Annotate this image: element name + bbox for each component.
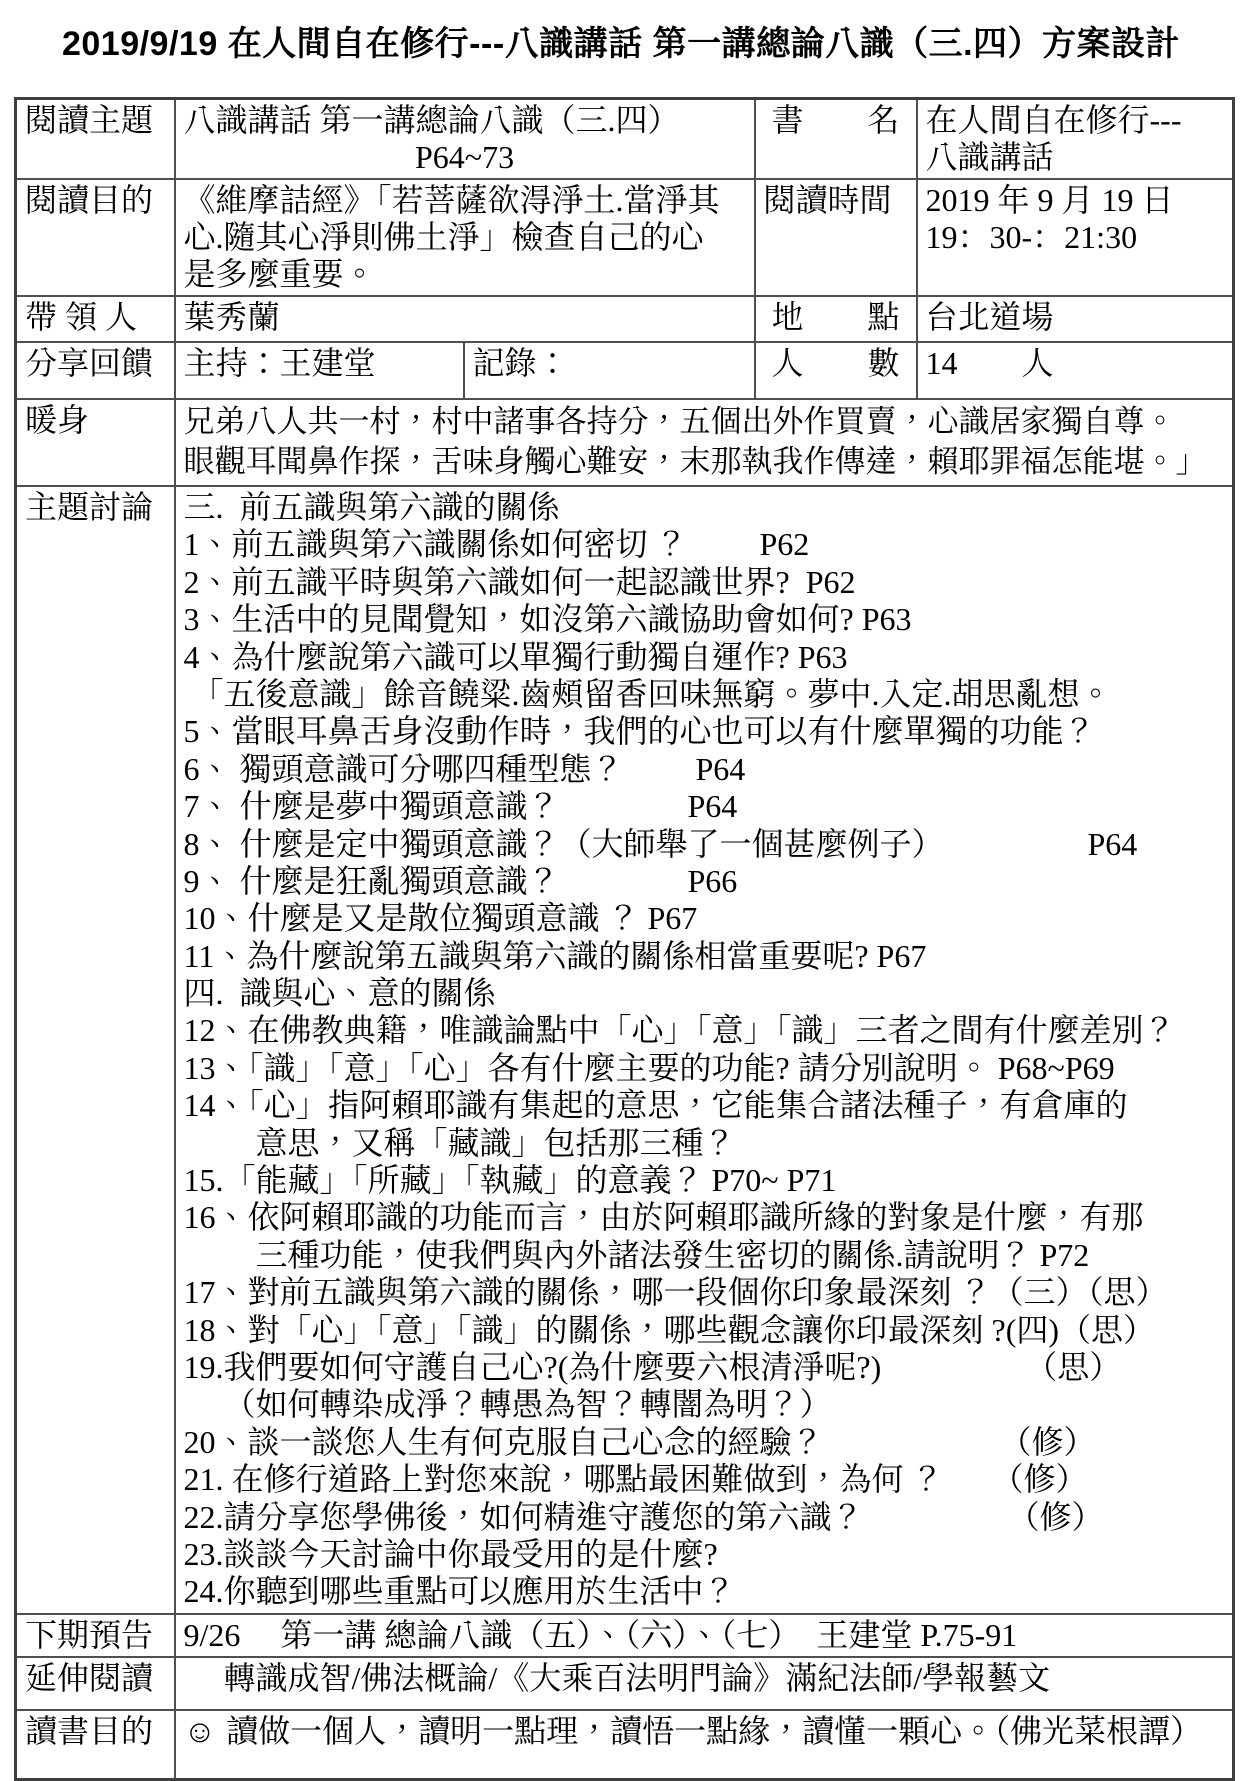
discussion-line: 13、「識」「意」「心」各有什麼主要的功能? 請分別說明。 P68~P69: [183, 1049, 1115, 1086]
location-value: 台北道場: [917, 296, 1234, 342]
reading-time-hours: 19：30-：21:30: [925, 219, 1138, 255]
warmup-label: 暖身: [16, 399, 175, 486]
discussion-line: 16、依阿賴耶識的功能而言，由於阿賴耶識所緣的對象是什麼，有那: [183, 1199, 1144, 1236]
row-leader: [16, 296, 1234, 342]
discussion-line: 10、什麼是又是散位獨頭意識 ？ P67: [183, 900, 698, 937]
feedback-label: 分享回饋: [16, 342, 175, 399]
reading-purpose-line3: 是多麼重要。: [183, 256, 376, 292]
discussion-line: 三. 前五識與第六識的關係: [183, 489, 560, 525]
discussion-line: 8、 什麼是定中獨頭意識？（大師舉了一個甚麼例子） P64: [183, 825, 1138, 862]
next-session-label: 下期預告: [16, 1614, 175, 1657]
discussion-line: 「五後意識」餘音饒粱.齒頰留香回味無窮。夢中.入定.胡思亂想。: [183, 675, 1112, 712]
extended-reading-content: 轉識成智/佛法概論/《大乘百法明門論》滿紀法師/學報藝文: [175, 1657, 1234, 1710]
book-name-line2: 八識講話: [925, 139, 1054, 175]
discussion-line: 6、 獨頭意識可分哪四種型態？ P64: [183, 750, 746, 787]
lesson-plan-table: [14, 97, 1235, 1781]
discussion-line: 19.我們要如何守護自己心?(為什麼要六根清淨呢?) （思）: [183, 1348, 1122, 1385]
discussion-line: 意思，又稱「藏識」包括那三種？: [183, 1124, 736, 1161]
reading-topic-pages: P64~73: [414, 139, 515, 175]
row-next-session: [16, 1614, 1234, 1657]
count-value: 14 人: [917, 342, 1234, 399]
discussion-label: 主題討論: [16, 486, 175, 1614]
recorder-cell: 記錄：: [464, 342, 755, 399]
row-reading-purpose: [16, 179, 1234, 296]
reading-topic-cell: [175, 99, 755, 180]
reading-purpose-label: 閱讀目的: [16, 179, 175, 296]
row-extended-reading: [16, 1657, 1234, 1710]
location-label: 地 點: [755, 296, 917, 342]
host-cell: 主持：王建堂: [175, 342, 464, 399]
reading-purpose-line2: 心.隨其心淨則佛土淨」檢查自己的心: [183, 219, 704, 255]
row-warmup: [16, 399, 1234, 486]
row-discussion: [16, 486, 1234, 1614]
discussion-line: 3、生活中的見聞覺知，如沒第六識協助會如何? P63: [183, 601, 912, 638]
reading-time-label: 閱讀時間: [755, 179, 917, 296]
leader-value: 葉秀蘭: [175, 296, 755, 342]
reading-goal-text: 讀做一個人，讀明一點理，讀悟一點緣，讀懂一顆心。（佛光菜根譚）: [226, 1712, 1203, 1749]
discussion-line: 11、為什麼說第五識與第六識的關係相當重要呢? P67: [183, 937, 927, 974]
discussion-line: 18、對「心」「意」「識」的關係，哪些觀念讓你印最深刻 ?(四)（思）: [183, 1311, 1156, 1348]
warmup-content: [175, 399, 1234, 486]
count-label: 人 數: [755, 342, 917, 399]
reading-goal-label: 讀書目的: [16, 1710, 175, 1780]
discussion-line: 20、談一談您人生有何克服自己心念的經驗？ （修）: [183, 1423, 1096, 1460]
discussion-line: 22.請分享您學佛後，如何精進守護您的第六識？ （修）: [183, 1498, 1104, 1535]
discussion-content: [175, 486, 1234, 1614]
discussion-line: 15.「能藏」「所藏」「執藏」的意義？ P70~ P71: [183, 1162, 837, 1199]
row-feedback: [16, 342, 1234, 399]
row-reading-topic: [16, 99, 1234, 180]
book-name-label: 書 名: [755, 99, 917, 180]
discussion-line: 21. 在修行道路上對您來說，哪點最困難做到，為何 ？ （修）: [183, 1461, 1088, 1498]
discussion-line: 三種功能，使我們與內外諸法發生密切的關係.請說明？ P72: [183, 1236, 1090, 1273]
reading-time-cell: [917, 179, 1234, 296]
page-title: 2019/9/19 在人間自在修行---八識講話 第一講總論八識（三.四）方案設計: [61, 25, 1181, 63]
reading-time-date: 2019 年 9 月 19 日: [925, 182, 1174, 218]
reading-purpose-line1: 《維摩詰經》「若菩薩欲淂淨土.當淨其: [183, 182, 720, 218]
smiley-icon: ☺: [183, 1712, 217, 1749]
extended-reading-label: 延伸閱讀: [16, 1657, 175, 1710]
discussion-line: 5、當眼耳鼻舌身沒動作時，我們的心也可以有什麼單獨的功能？: [183, 713, 1096, 750]
discussion-line: 24.你聽到哪些重點可以應用於生活中？: [183, 1573, 736, 1610]
reading-goal-content: [175, 1710, 1234, 1780]
row-reading-goal: [16, 1710, 1234, 1780]
discussion-line: 14、「心」指阿賴耶識有集起的意思，它能集合諸法種子，有倉庫的: [183, 1087, 1128, 1124]
reading-topic-label: 閱讀主題: [16, 99, 175, 180]
discussion-line: 12、在佛教典籍，唯識論點中「心」「意」「識」三者之間有什麼差別？: [183, 1012, 1176, 1049]
discussion-line: 1、前五識與第六識關係如何密切 ？ P62: [183, 526, 810, 563]
warmup-line1: 兄弟八人共一村，村中諸事各持分，五個出外作買賣，心識居家獨自尊。: [183, 404, 1176, 439]
leader-label: 帶 領 人: [16, 296, 175, 342]
discussion-line: 23.談談今天討論中你最受用的是什麼?: [183, 1535, 718, 1572]
discussion-line: 2、前五識平時與第六識如何一起認識世界? P62: [183, 563, 856, 600]
reading-topic-line1: 八識講話 第一講總論八識（三.四）: [183, 102, 680, 138]
discussion-line: 9、 什麼是狂亂獨頭意識？ P66: [183, 862, 738, 899]
next-session-content: 9/26 第一講 總論八識（五）、（六）、（七） 王建堂 P.75-91: [175, 1614, 1234, 1657]
discussion-line: 四. 識與心、意的關係: [183, 975, 496, 1012]
warmup-line2: 眼觀耳聞鼻作探，舌味身觸心難安，末那執我作傳達，賴耶罪福怎能堪。」: [183, 444, 1207, 479]
discussion-line: 4、為什麼說第六識可以單獨行動獨自運作? P63: [183, 638, 848, 675]
reading-purpose-cell: [175, 179, 755, 296]
book-name-cell: [917, 99, 1234, 180]
discussion-line: 7、 什麼是夢中獨頭意識？ P64: [183, 788, 738, 825]
discussion-line: 17、對前五識與第六識的關係，哪一段個你印象最深刻 ？（三）（思）: [183, 1274, 1168, 1311]
book-name-line1: 在人間自在修行---: [925, 102, 1182, 138]
discussion-line: （如何轉染成淨？轉愚為智？轉闇為明？）: [183, 1386, 832, 1423]
